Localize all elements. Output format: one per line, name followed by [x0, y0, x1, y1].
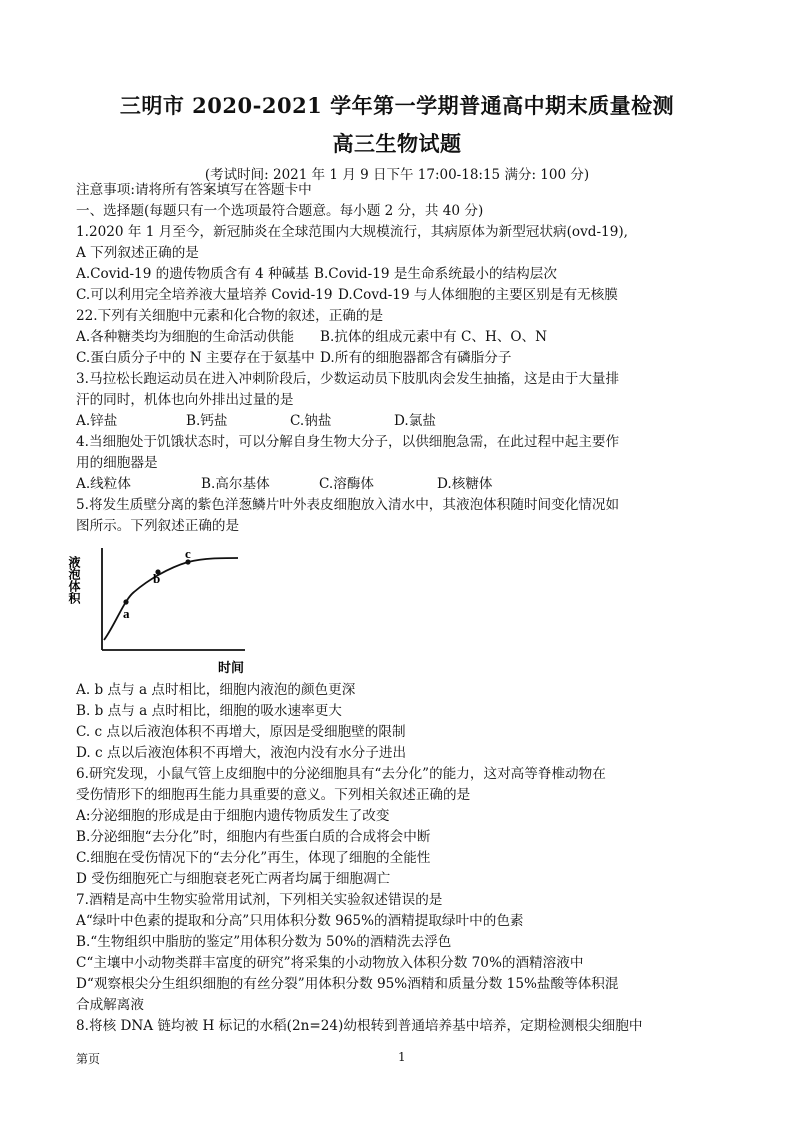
q5-option-c: C. c 点以后液泡体积不再增大，原因是受细胞壁的限制	[76, 724, 406, 740]
q2-option-c: C.蛋白质分子中的 N 主要存在于氨基中	[76, 350, 315, 366]
q8-stem-line1: 8.将核 DNA 链均被 H 标记的水稻(2n=24)幼根转到普通培养基中培养，定期检测根尖细胞中	[76, 1018, 643, 1034]
q2-stem: 22.下列有关细胞中元素和化合物的叙述，正确的是	[76, 308, 384, 324]
q4-stem-line2: 用的细胞器是	[76, 455, 158, 471]
q3-stem-line1: 3.马拉松长跑运动员在进入冲刺阶段后，少数运动员下肢肌肉会发生抽搐，这是由于大量排	[76, 371, 620, 387]
q4-options-row	[76, 474, 493, 494]
q7-stem: 7.酒精是高中生物实验常用试剂，下列相关实验叙述错误的是	[76, 892, 443, 908]
page-title: 三明市 2020-2021 学年第一学期普通高中期末质量检测	[119, 93, 675, 118]
q7-option-d-line1: D“观察根尖分生组织细胞的有丝分裂”用体积分数 95%酒精和质量分数 15%盐酸等体积混	[76, 976, 619, 992]
graph-curve	[104, 558, 238, 640]
graph-point-a	[123, 599, 128, 604]
q4-option-d: D.核糖体	[437, 476, 493, 492]
q2-options-row2	[76, 348, 511, 368]
q5-option-d: D. c 点以后液泡体积不再增大，液泡内没有水分子进出	[76, 745, 407, 761]
q2-option-b: B.抗体的组成元素中有 C、H、O、N	[320, 329, 548, 345]
q3-option-d: D.氯盐	[394, 413, 436, 429]
q1-options-row2	[76, 285, 618, 305]
graph-label-b: b	[153, 571, 161, 586]
exam-info: (考试时间: 2021 年 1 月 9 日下午 17:00-18:15 满分: 100 分)	[204, 167, 590, 183]
q5-option-b: B. b 点与 a 点时相比，细胞的吸水速率更大	[76, 703, 342, 719]
graph-label-c: c	[185, 546, 191, 561]
q1-options-row1	[76, 264, 557, 284]
page-number: 1	[398, 1050, 406, 1064]
q6-stem-line1: 6.研究发现，小鼠气管上皮细胞中的分泌细胞具有“去分化”的能力，这对高等脊椎动物在	[76, 766, 606, 782]
q3-option-b: B.钙盐	[186, 413, 228, 429]
q4-option-c: C.溶酶体	[319, 476, 375, 492]
graph-y-label: 液泡体积	[67, 556, 81, 604]
q2-option-a: A.各种糖类均为细胞的生命活动供能	[76, 329, 295, 345]
q7-option-c: C“主壤中小动物类群丰富度的研究”将采集的小动物放入体积分数 70%的酒精溶液中	[76, 955, 584, 971]
graph-x-label: 时间	[218, 661, 245, 676]
page-subtitle: 高三生物试题	[332, 131, 462, 156]
q6-option-d: D 受伤细胞死亡与细胞衰老死亡两者均属于细胞凋亡	[76, 871, 391, 887]
q7-option-a: A“绿叶中色素的提取和分高”只用体积分数 965%的酒精提取绿叶中的色素	[76, 913, 524, 929]
q4-option-a: A.线粒体	[76, 476, 131, 492]
q1-option-c: C.可以利用完全培养液大量培养 Covid-19	[76, 287, 333, 303]
q5-stem-line2: 图所示。下列叙述正确的是	[76, 518, 240, 534]
q6-stem-line2: 受伤情形下的细胞再生能力具重要的意义。下列相关叙述正确的是	[76, 787, 471, 803]
q6-option-c: C.细胞在受伤情况下的“去分化”再生，体现了细胞的全能性	[76, 850, 431, 866]
q5-option-a: A. b 点与 a 点时相比，细胞内液泡的颜色更深	[76, 682, 356, 698]
q2-option-d: D.所有的细胞器都含有磷脂分子	[320, 350, 512, 366]
q1-stem-line1: 1.2020 年 1 月至今，新冠肺炎在全球范围内大规模流行，其病原体为新型冠状病(ovd-19),	[76, 224, 628, 240]
q1-option-d: D.Covd-19 与人体细胞的主要区别是有无核膜	[338, 287, 618, 303]
q2-options-row1	[76, 327, 547, 347]
section-heading: 一、选择题(每题只有一个选项最符合题意。每小题 2 分，共 40 分)	[76, 203, 484, 219]
q1-stem-line2: A 下列叙述正确的是	[76, 245, 199, 261]
q3-option-c: C.钠盐	[290, 413, 332, 429]
vacuole-volume-graph	[60, 540, 260, 680]
q5-stem-line1: 5.将发生质壁分离的紫色洋葱鳞片叶外表皮细胞放入清水中，其液泡体积随时间变化情况如	[76, 497, 620, 513]
q3-options-row	[76, 411, 436, 431]
q3-option-a: A.锌盐	[76, 413, 118, 429]
q6-option-a: A:分泌细胞的形成是由于细胞内遗传物质发生了改变	[76, 808, 390, 824]
q1-option-b: B.Covid-19 是生命系统最小的结构层次	[314, 266, 557, 282]
q7-option-b: B.“生物组织中脂肪的鉴定”用体积分数为 50%的酒精洗去浮色	[76, 934, 452, 950]
q7-option-d-line2: 合成解离液	[76, 997, 144, 1013]
q6-option-b: B.分泌细胞“去分化”时，细胞内有些蛋白质的合成将会中断	[76, 829, 431, 845]
footer-label: 第页	[76, 1052, 101, 1066]
q4-stem-line1: 4.当细胞处于饥饿状态时，可以分解自身生物大分子，以供细胞急需，在此过程中起主要作	[76, 434, 620, 450]
q1-option-a: A.Covid-19 的遗传物质含有 4 种碱基	[76, 266, 309, 282]
notice: 注意事项:请将所有答案填写在答题卡中	[76, 182, 312, 198]
q3-stem-line2: 汗的同时，机体也向外排出过量的是	[76, 392, 294, 408]
q4-option-b: B.高尔基体	[201, 476, 270, 492]
graph-label-a: a	[123, 606, 130, 621]
